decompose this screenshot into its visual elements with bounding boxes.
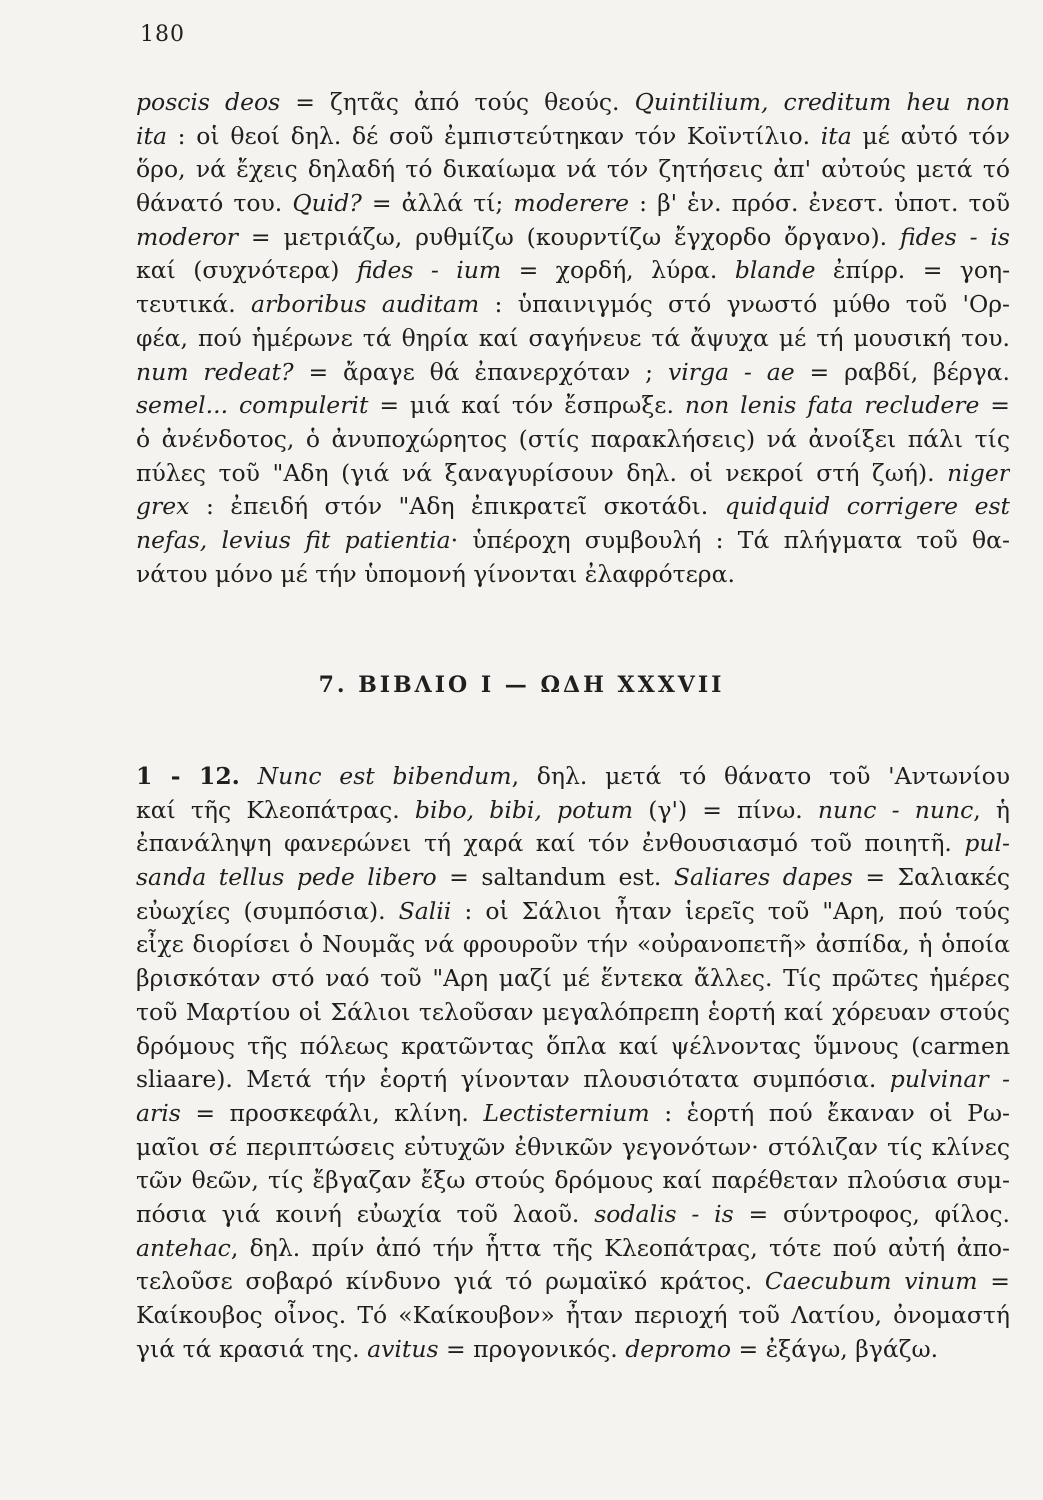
text-line: καί τῆς Κλεοπάτρας. bibo, bibi, potum (γ') = πίνω. nunc - nunc, ἡ bbox=[136, 795, 1010, 824]
text-line: ὅρο, νά ἔχεις δηλαδή τό δικαίωμα νά τόν ζητήσεις ἀπ' αὐτούς μετά τό bbox=[136, 155, 1010, 184]
text-line: moderor = μετριάζω, ρυθμίζω (κουρντίζω ἔγχορδο ὄργανο). fides - is bbox=[136, 222, 1010, 251]
text-line: poscis deos = ζητᾶς ἀπό τούς θεούς. Quintilium, creditum heu non bbox=[136, 88, 1010, 116]
text-line: νάτου μόνο μέ τήν ὑπομονή γίνονται ἐλαφρότερα. bbox=[136, 559, 735, 588]
text-line: πύλες τοῦ "Αδη (γιά νά ξαναγυρίσουν δηλ. οἱ νεκροί στή ζωή). niger bbox=[136, 458, 1010, 487]
text-line: πόσια γιά κοινή εὐωχία τοῦ λαοῦ. sodalis - is = σύντροφος, φίλος. bbox=[136, 1199, 1010, 1228]
text-line: τοῦ Μαρτίου οἱ Σάλιοι τελοῦσαν μεγαλόπρεπη ἑορτή καί χόρευαν στούς bbox=[136, 997, 1010, 1026]
text-line: εἶχε διορίσει ὁ Νουμᾶς νά φρουροῦν τήν «οὐρανοπετῆ» ἀσπίδα, ἡ ὁποία bbox=[136, 930, 1010, 959]
commentary-paragraph-2 bbox=[136, 760, 1010, 1366]
text-line: Καίκουβος οἶνος. Τό «Καίκουβον» ἦταν περιοχή τοῦ Λατίου, ὀνομαστή bbox=[136, 1301, 1010, 1329]
text-line: τελοῦσε σοβαρό κίνδυνο γιά τό ρωμαϊκό κράτος. Caecubum vinum = bbox=[136, 1267, 1010, 1296]
text-line: ita : οἱ θεοί δηλ. δέ σοῦ ἐμπιστεύτηκαν τόν Κοϊντίλιο. ita μέ αὐτό τόν bbox=[136, 121, 1010, 150]
text-line: grex : ἐπειδή στόν "Αδη ἐπικρατεῖ σκοτάδι. quidquid corrigere est bbox=[136, 492, 1010, 521]
text-line: ὁ ἀνένδοτος, ὁ ἀνυποχώρητος (στίς παρακλήσεις) νά ἀνοίξει πάλι τίς bbox=[136, 424, 1010, 453]
text-line: sliaare). Μετά τήν ἑορτή γίνονταν πλουσιότατα συμπόσια. pulvinar - bbox=[136, 1065, 1010, 1094]
text-line: semel... compulerit = μιά καί τόν ἔσπρωξε. non lenis fata recludere = bbox=[136, 391, 1010, 420]
text-line: antehac, δηλ. πρίν ἀπό τήν ἧττα τῆς Κλεοπάτρας, τότε πού αὐτή ἀπο- bbox=[136, 1233, 1010, 1262]
text-line: ἐπανάληψη φανερώνει τή χαρά καί τόν ἐνθουσιασμό τοῦ ποιητῆ. pul- bbox=[136, 829, 1010, 858]
text-line: δρόμους τῆς πόλεως κρατῶντας ὅπλα καί ψέλνοντας ὕμνους (carmen bbox=[136, 1031, 1010, 1060]
text-line: εὐωχίες (συμπόσια). Salii : οἱ Σάλιοι ἦταν ἱερεῖς τοῦ "Αρη, πού τούς bbox=[136, 896, 1010, 925]
section-heading: 7. ΒΙΒΛΙΟ Ι — ΩΔΗ XXXVII bbox=[318, 672, 725, 698]
text-line: aris = προσκεφάλι, κλίνη. Lectisternium : ἑορτή πού ἔκαναν οἱ Ρω- bbox=[136, 1098, 1010, 1127]
text-line: 1 - 12. Nunc est bibendum, δηλ. μετά τό θάνατο τοῦ 'Αντωνίου bbox=[136, 762, 1010, 790]
text-line: num redeat? = ἄραγε θά ἐπανερχόταν ; virga - ae = ραβδί, βέργα. bbox=[136, 357, 1010, 386]
text-line: sanda tellus pede libero = saltandum est. Saliares dapes = Σαλιακές bbox=[136, 863, 1010, 892]
text-line: γιά τά κρασιά της. avitus = προγονικός. depromo = ἐξάγω, βγάζω. bbox=[136, 1334, 939, 1363]
text-line: θάνατό του. Quid? = ἀλλά τί; moderere : β' ἑν. πρόσ. ἐνεστ. ὑποτ. τοῦ bbox=[136, 189, 1010, 218]
text-line: nefas, levius fit patientia· ὑπέροχη συμβουλή : Τά πλήγματα τοῦ θα- bbox=[136, 525, 1010, 554]
page-number: 180 bbox=[140, 22, 185, 47]
text-line: φέα, πού ἡμέρωνε τά θηρία καί σαγήνευε τά ἄψυχα μέ τή μουσική του. bbox=[136, 323, 1010, 352]
text-line: τευτικά. arboribus auditam : ὑπαινιγμός στό γνωστό μύθο τοῦ 'Ορ- bbox=[136, 290, 1010, 319]
text-line: μαῖοι σέ περιπτώσεις εὐτυχῶν ἐθνικῶν γεγονότων· στόλιζαν τίς κλίνες bbox=[136, 1132, 1010, 1161]
text-line: καί (συχνότερα) fides - ium = χορδή, λύρα. blande ἐπίρρ. = γοη- bbox=[136, 256, 1010, 285]
commentary-paragraph-1 bbox=[136, 86, 1010, 591]
text-line: τῶν θεῶν, τίς ἔβγαζαν ἔξω στούς δρόμους καί παρέθεταν πλούσια συμ- bbox=[136, 1166, 1010, 1195]
text-line: βρισκόταν στό ναό τοῦ "Αρη μαζί μέ ἕντεκα ἄλλες. Τίς πρῶτες ἡμέρες bbox=[136, 964, 1010, 993]
